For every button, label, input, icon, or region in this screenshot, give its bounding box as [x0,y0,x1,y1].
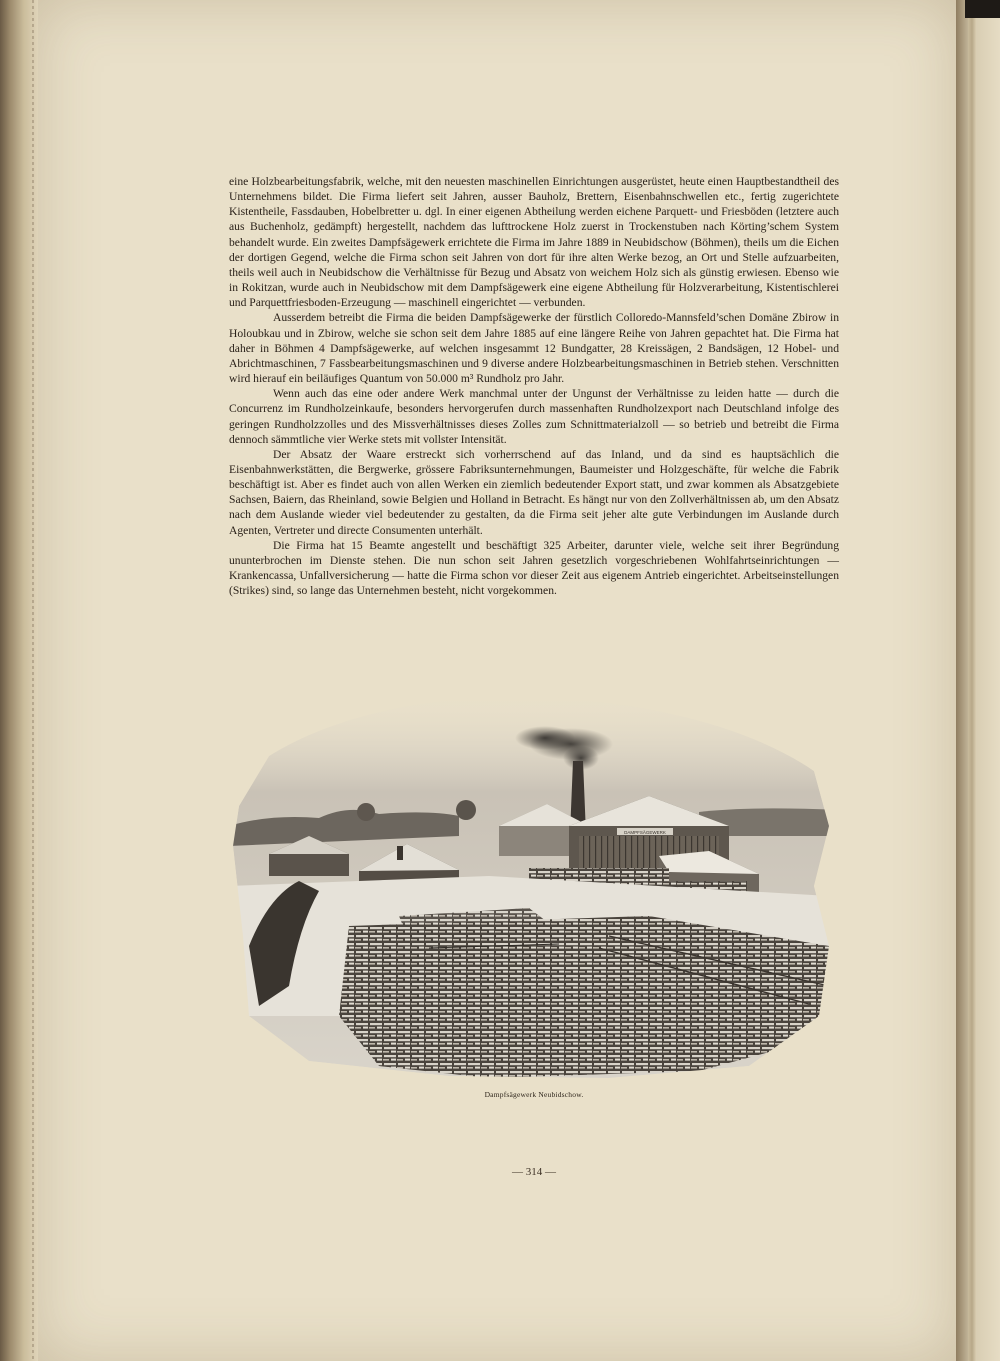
adjacent-page-edge [956,0,1000,1361]
paragraph-5: Die Firma hat 15 Beamte angestellt und beschäftigt 325 Arbeiter, darunter viele, welche seit ihrer Begründung ununterbrochen im Dienste stehen. Die nun schon seit Jahren gesetzlich vorgeschriebenen Wohlfahrtseinrichtungen — Krankencassa, Unfallversicherung — hatte die Firma schon vor dieser Zeit aus eigenem Antrieb eingerichtet. Arbeitseinstellungen (Strikes) sind, so lange das Unternehmen besteht, nicht vorgekommen. [229,538,839,598]
page-number: — 314 — [512,1166,556,1178]
sawmill-photograph [229,686,839,1084]
scan-clip [965,0,1000,18]
book-gutter [0,0,40,1361]
paragraph-2: Ausserdem betreibt die Firma die beiden Dampfsägewerke der fürstlich Colloredo-Mannsfeld’schen Domäne Zbirow in Holoubkau und in Zbirow, welche sie schon seit dem Jahre 1885 auf eine längere Reihe von Jahren gepachtet hat. Die Firma hat daher in Böhmen 4 Dampfsägewerke, auf welchen insgesammt 12 Bundgatter, 28 Kreissägen, 2 Bandsägen, 12 Hobel- und Abrichtmaschinen, 7 Fassbearbeitungsmaschinen und 9 diverse andere Holzbearbeitungsmaschinen in Betrieb stehen. Verschnitten wird hierauf ein beiläufiges Quantum von 50.000 m³ Rundholz pro Jahr. [229,311,839,386]
paragraph-1: eine Holzbearbeitungsfabrik, welche, mit den neuesten maschinellen Einrichtungen ausgerüstet, heute einen Hauptbestandtheil des Unternehmens bildet. Die Firma liefert seit Jahren, ausser Bauholz, Brettern, Eisenbahnschwellen etc., fertig zugerichtete Kistentheile, Fassdauben, Hobelbretter u. dgl. In einer eigenen Abtheilung werden eichene Parquett- und Friesböden (letztere auch aus Buchenholz, gedämpft) hergestellt, nachdem das lufttrockene Holz zuerst in Trockenstuben nach Körting’schem System behandelt wurde. Ein zweites Dampfsägewerk errichtete die Firma im Jahre 1889 in Neubidschow (Böhmen), theils um die Eichen der dortigen Gegend, welche die Firma schon seit Jahren von dort für ihre alten Werke bezog, an Ort und Stelle aufzuarbeiten, theils weil auch in Neubidschow die Verhältnisse für Bezug und Absatz von weichem Holz sich als günstig erwiesen. Ebenso wie in Rokitzan, wurde auch in Neubidschow mit dem Dampfsägewerk eine eigene Abtheilung für Holzverarbeitung, Kistentischlerei und Parquettfriesboden-Erzeugung — maschinell eingerichtet — verbunden. [229,175,839,310]
body-text [229,174,839,598]
page-edge-strip [968,0,976,1361]
photo-caption: Dampfsägewerk Neubidschow. [484,1090,584,1099]
photo-illustration [229,686,839,1084]
paragraph-3: Wenn auch das eine oder andere Werk manchmal unter der Ungunst der Verhältnisse zu leiden hatte — durch die Concurrenz im Rundholzeinkaufe, besonders hervorgerufen durch massenhaften Rundholzexport nach Deutschland infolge des geringen Rundholzzolles und des Missverhältnisses dieses Zolles zum Schnittmaterialzoll — so betrieb und betreibt die Firma dennoch sämmtliche vier Werke stets mit vollster Intensität. [229,387,839,446]
paragraph-4: Der Absatz der Waare erstreckt sich vorherrschend auf das Inland, und da sind es hauptsächlich die Eisenbahnwerkstätten, die Bergwerke, grössere Fabriksunternehmungen, Baumeister und Holzgeschäfte, für welche die Fabrik beschäftigt ist. Aber es findet auch von allen Werken ein ziemlich bedeutender Export statt, und zwar kommen als Absatzgebiete Sachsen, Baiern, das Rheinland, sowie Belgien und Holland in Betracht. Es hängt nur von den Zollverhältnissen ab, um den Absatz nach dem Auslande wieder viel bedeutender zu gestalten, da die Firma seit jeher alte gute Verbindungen im Auslande durch Agenten, Vertreter und directe Consumenten unterhält. [229,447,839,537]
mill-sign: DAMPFSÄGEWERK [624,830,666,835]
